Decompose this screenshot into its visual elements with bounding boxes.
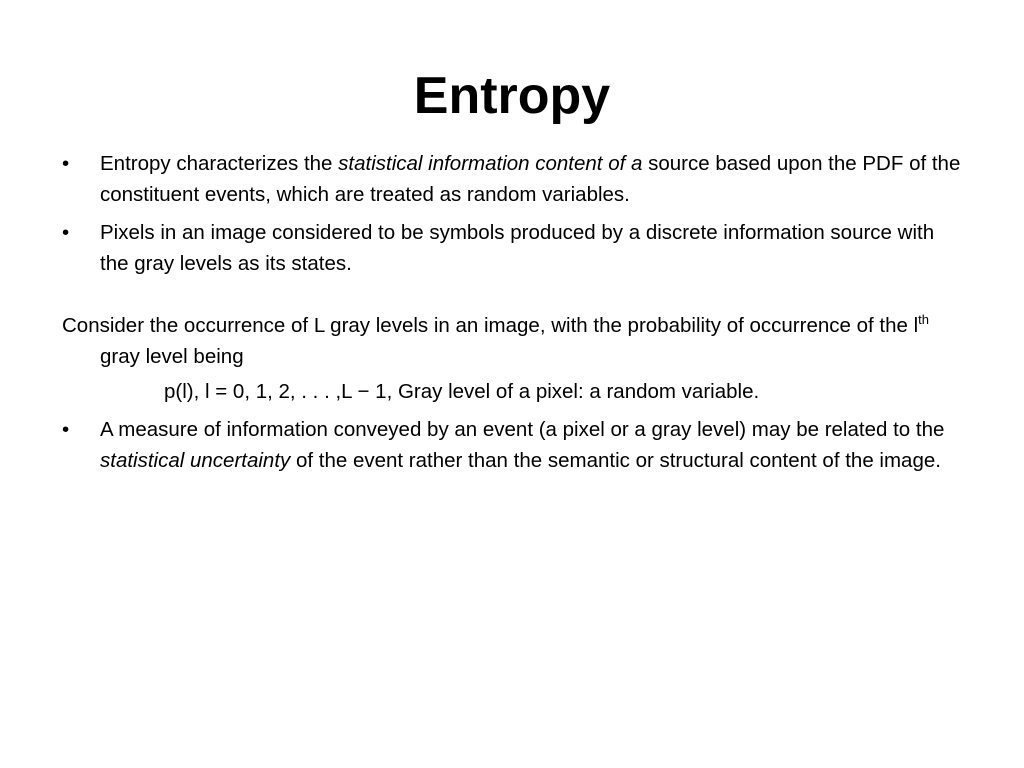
bullet-text-pre: A measure of information conveyed by an event (a pixel or a gray level) may be related to the <box>100 418 945 441</box>
paragraph-text-pre: Consider the occurrence of L gray levels in an image, with the probability of occurrence of the l <box>62 314 919 337</box>
paragraph-text-post: gray level being <box>100 345 244 368</box>
slide-title: Entropy <box>413 67 611 125</box>
bullet-item-entropy-definition <box>62 148 962 210</box>
bullet-item-information-measure <box>62 414 962 476</box>
bullet-icon: • <box>62 152 70 175</box>
gray-level-paragraph <box>62 310 962 372</box>
bullet-icon: • <box>62 221 70 244</box>
probability-formula: p(l), l = 0, 1, 2, . . . ,L − 1, Gray level of a pixel: a random variable. <box>164 380 760 403</box>
bullet-text-post: source based upon the PDF of the constituent events, which are treated as random variables. <box>100 152 961 206</box>
bullet-text-post: of the event rather than the semantic or structural content of the image. <box>290 449 941 472</box>
bullet-text-pre: Entropy characterizes the <box>100 152 339 175</box>
bullet-icon: • <box>62 418 70 441</box>
bullet-text-italic: statistical uncertainty <box>100 449 291 472</box>
slide-body <box>62 148 962 483</box>
paragraph-superscript: th <box>918 312 929 328</box>
bullet-text: Pixels in an image considered to be symbols produced by a discrete information source with the gray levels as its states. <box>100 221 935 275</box>
bullet-text-italic: statistical information content of a <box>338 152 643 175</box>
bullet-item-pixels-symbols <box>62 217 962 279</box>
